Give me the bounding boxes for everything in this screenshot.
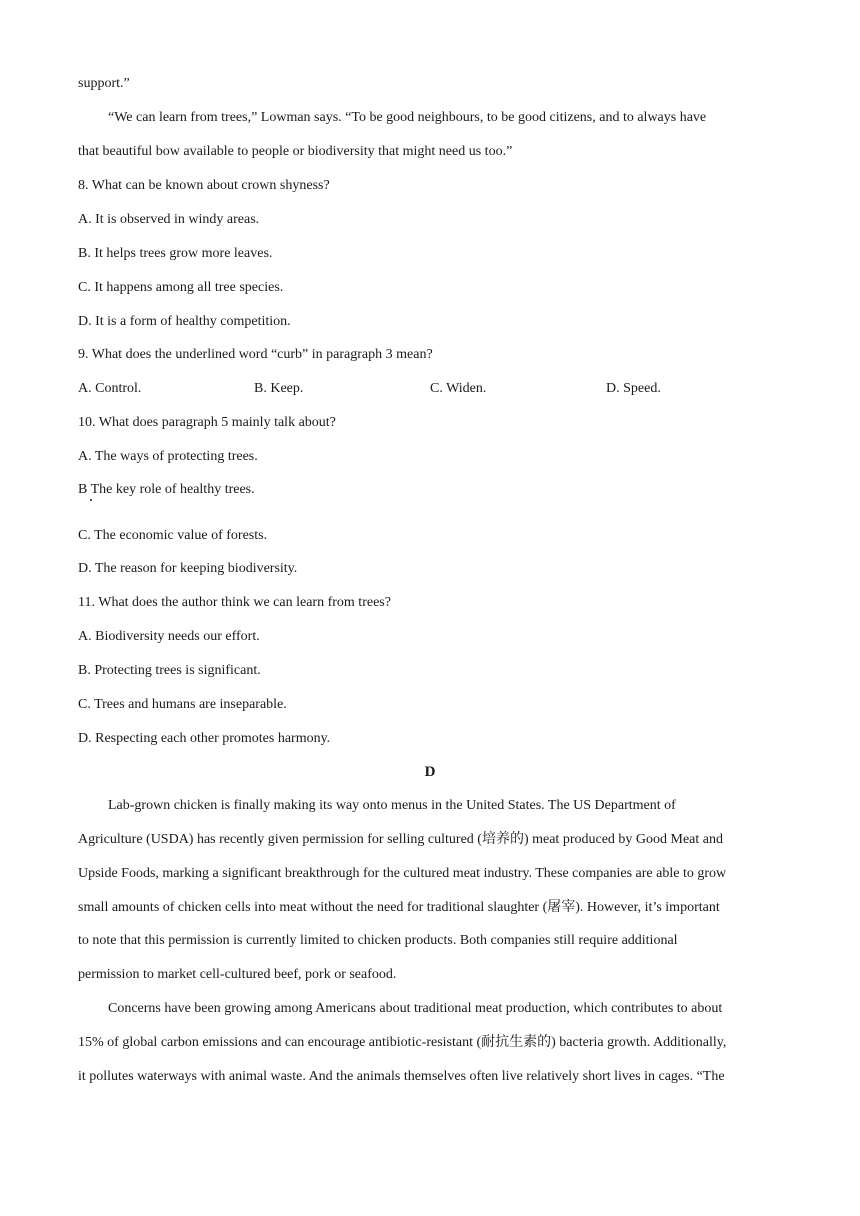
question-9-option-c: C. Widen. xyxy=(430,381,487,396)
question-10-option-a: A. The ways of protecting trees. xyxy=(78,449,258,464)
question-9-stem: 9. What does the underlined word “curb” in paragraph 3 mean? xyxy=(78,347,433,362)
passage-d-line: 15% of global carbon emissions and can encourage antibiotic-resistant (耐抗生素的) bacteria growth. Additionally, xyxy=(78,1035,727,1050)
passage-c-paragraph-end: support.” xyxy=(78,76,130,91)
question-8-option-c: C. It happens among all tree species. xyxy=(78,280,284,295)
question-11-option-d: D. Respecting each other promotes harmony. xyxy=(78,731,331,746)
question-10-stem: 10. What does paragraph 5 mainly talk about? xyxy=(78,415,336,430)
passage-d-line: to note that this permission is currently limited to chicken products. Both companies still require additional xyxy=(78,933,678,948)
question-10-option-d: D. The reason for keeping biodiversity. xyxy=(78,561,298,576)
question-11-option-a: A. Biodiversity needs our effort. xyxy=(78,629,260,644)
question-11-option-b: B. Protecting trees is significant. xyxy=(78,663,261,678)
passage-d-line: small amounts of chicken cells into meat without the need for traditional slaughter (屠宰). However, it’s important xyxy=(78,900,720,915)
question-8-stem: 8. What can be known about crown shyness? xyxy=(78,178,330,193)
passage-d-line: Lab-grown chicken is finally making its way onto menus in the United States. The US Department of xyxy=(108,798,676,813)
stray-dot-mark xyxy=(90,499,92,501)
question-11-stem: 11. What does the author think we can learn from trees? xyxy=(78,595,391,610)
question-9-option-a: A. Control. xyxy=(78,381,142,396)
passage-d-heading: D xyxy=(424,764,436,780)
question-8-option-a: A. It is observed in windy areas. xyxy=(78,212,260,227)
passage-c-quote-line: that beautiful bow available to people or biodiversity that might need us too.” xyxy=(78,144,513,159)
question-9-option-b: B. Keep. xyxy=(254,381,304,396)
question-11-option-c: C. Trees and humans are inseparable. xyxy=(78,697,287,712)
passage-d-line: Upside Foods, marking a significant breakthrough for the cultured meat industry. These companies are able to grow xyxy=(78,866,727,881)
question-8-option-d: D. It is a form of healthy competition. xyxy=(78,314,291,329)
passage-d-line: Agriculture (USDA) has recently given permission for selling cultured (培养的) meat produced by Good Meat and xyxy=(78,832,723,847)
passage-d-line: it pollutes waterways with animal waste. And the animals themselves often live relatively short lives in cages. “The xyxy=(78,1069,725,1084)
question-9-option-d: D. Speed. xyxy=(606,381,661,396)
passage-c-quote-line: “We can learn from trees,” Lowman says. “To be good neighbours, to be good citizens, and to always have xyxy=(108,110,707,125)
passage-d-line: Concerns have been growing among Americans about traditional meat production, which contributes to about xyxy=(108,1001,723,1016)
question-8-option-b: B. It helps trees grow more leaves. xyxy=(78,246,273,261)
question-10-option-b: B The key role of healthy trees. xyxy=(78,482,255,497)
question-10-option-c: C. The economic value of forests. xyxy=(78,528,268,543)
passage-d-line: permission to market cell-cultured beef, pork or seafood. xyxy=(78,967,397,982)
